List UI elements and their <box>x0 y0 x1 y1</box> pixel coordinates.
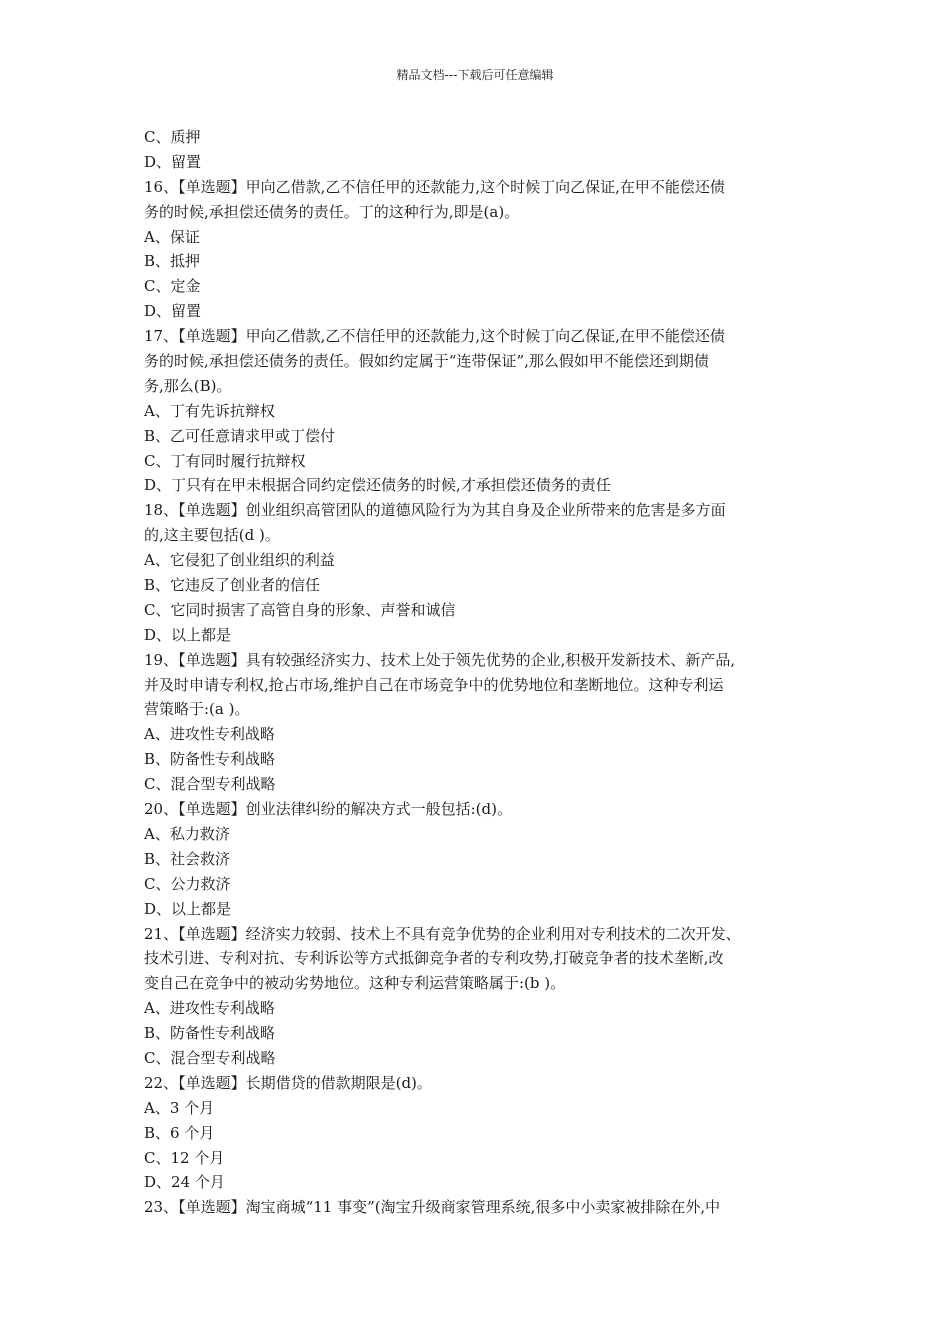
text-line: C、混合型专利战略 <box>144 775 276 794</box>
text-line: A、进攻性专利战略 <box>144 999 275 1018</box>
text-line: A、私力救济 <box>144 824 230 843</box>
text-line: D、留置 <box>144 152 202 171</box>
text-line: 23、【单选题】淘宝商城“11 事变”(淘宝升级商家管理系统,很多中小卖家被排除在外,中 <box>144 1198 721 1217</box>
text-line: B、防备性专利战略 <box>144 1024 276 1043</box>
text-line: 18、【单选题】创业组织高管团队的道德风险行为为其自身及企业所带来的危害是多方面 <box>144 501 726 520</box>
text-line: A、丁有先诉抗辩权 <box>144 401 275 420</box>
text-line: B、6 个月 <box>144 1123 215 1142</box>
text-line: 务,那么(B)。 <box>144 376 232 395</box>
text-line: D、以上都是 <box>144 899 232 918</box>
text-line: 务的时候,承担偿还债务的责任。丁的这种行为,即是(a)。 <box>144 202 520 221</box>
text-line: A、3 个月 <box>144 1098 215 1117</box>
text-line: 21、【单选题】经济实力较弱、技术上不具有竞争优势的企业利用对专利技术的二次开发、 <box>144 924 741 943</box>
text-line: 19、【单选题】具有较强经济实力、技术上处于领先优势的企业,积极开发新技术、新产品, <box>144 650 736 669</box>
text-line: 务的时候,承担偿还债务的责任。假如约定属于“连带保证”,那么假如甲不能偿还到期债 <box>144 352 709 371</box>
text-line: 并及时申请专利权,抢占市场,维护自己在市场竞争中的优势地位和垄断地位。这种专利运 <box>144 675 724 694</box>
text-line: A、它侵犯了创业组织的利益 <box>144 551 335 570</box>
text-line: B、抵押 <box>144 252 201 271</box>
text-line: C、公力救济 <box>144 874 231 893</box>
text-line: B、防备性专利战略 <box>144 750 276 769</box>
text-line: D、以上都是 <box>144 625 232 644</box>
text-line: C、质押 <box>144 128 201 146</box>
document-body <box>144 125 816 1220</box>
text-line: A、进攻性专利战略 <box>144 725 275 744</box>
text-line: C、定金 <box>144 277 201 296</box>
text-line: 16、【单选题】甲向乙借款,乙不信任甲的还款能力,这个时候丁向乙保证,在甲不能偿还债 <box>144 177 725 196</box>
text-line: 20、【单选题】创业法律纠纷的解决方式一般包括:(d)。 <box>144 800 512 819</box>
text-line: B、它违反了创业者的信任 <box>144 576 321 595</box>
text-line: B、社会救济 <box>144 849 231 868</box>
text-line: C、丁有同时履行抗辩权 <box>144 451 306 470</box>
page-header: 精品文档---下载后可任意编辑 <box>396 68 554 82</box>
text-line: D、丁只有在甲未根据合同约定偿还债务的时候,才承担偿还债务的责任 <box>144 476 611 495</box>
text-line: 营策略于:(a )。 <box>144 700 250 719</box>
text-line: C、混合型专利战略 <box>144 1048 276 1067</box>
text-line: C、12 个月 <box>144 1148 225 1167</box>
text-line: 22、【单选题】长期借贷的借款期限是(d)。 <box>144 1073 432 1092</box>
text-line: 技术引进、专利对抗、专利诉讼等方式抵御竞争者的专利攻势,打破竞争者的技术垄断,改 <box>144 949 724 968</box>
text-line: B、乙可任意请求甲或丁偿付 <box>144 426 336 445</box>
text-line: 的,这主要包括(d )。 <box>144 526 280 545</box>
text-line: 17、【单选题】甲向乙借款,乙不信任甲的还款能力,这个时候丁向乙保证,在甲不能偿还债 <box>144 327 725 346</box>
text-line: 变自己在竞争中的被动劣势地位。这种专利运营策略属于:(b )。 <box>144 974 566 993</box>
text-line: D、24 个月 <box>144 1173 225 1192</box>
text-line: D、留置 <box>144 302 202 321</box>
text-line: A、保证 <box>144 227 200 246</box>
text-line: C、它同时损害了高管自身的形象、声誉和诚信 <box>144 600 456 619</box>
